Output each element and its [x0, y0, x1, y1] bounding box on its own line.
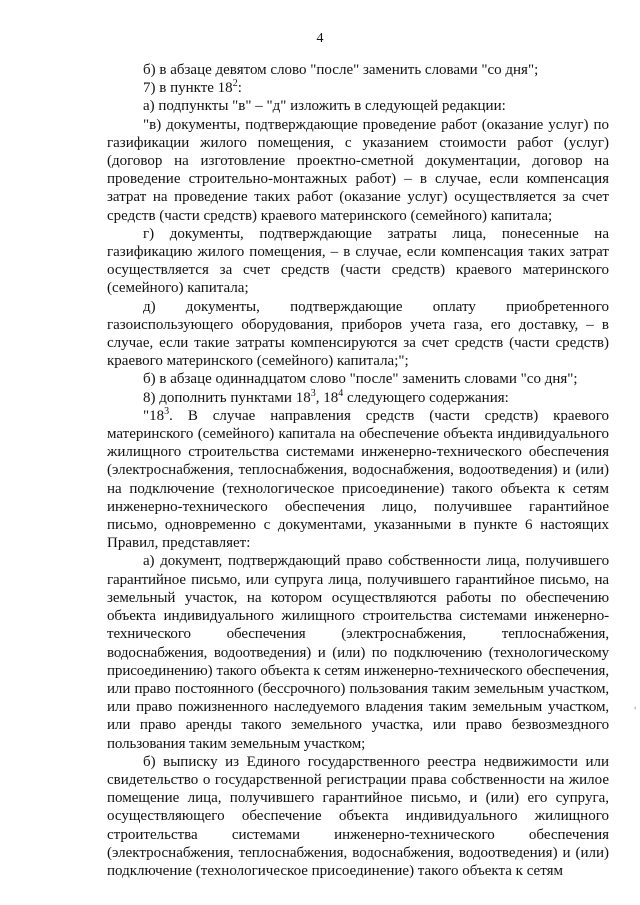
paragraph-text: : — [237, 80, 242, 97]
paragraph-7-punkt-18-2 — [107, 79, 609, 97]
paragraph-18-3 — [107, 407, 609, 553]
paragraph-b-registry-extract — [107, 753, 609, 880]
paragraph-text: . В случае направления средств (части средств) краевого материнского (семейного) капитала на обеспечение объекта индивидуального жилищного строительства системами инженерно-технического обеспечения (электроснабжения, теплоснабжения, водоснабжения, водоотведения) и (или) на подключение (технологическое присоединение) такого объекта к сетям инженерно-технического обеспечения лицо, получившее гарантийное письмо, одновременно с документами, указанными в пункте 6 настоящих Правил, представляет: — [107, 407, 609, 552]
paragraph-text: д) документы, подтверждающие оплату приобретенного газоиспользующего оборудования, приборов учета газа, его доставку, – в случае, если такие затраты компенсируются за счет средств (части средств) краевого материнского (семейного) капитала;"; — [107, 298, 609, 370]
paragraph-text: 7) в пункте 18 — [143, 80, 233, 97]
paragraph-text: "в) документы, подтверждающие проведение работ (оказание услуг) по газификации жилого помещения, с указанием стоимости работ (услуг) (договор на изготовление проектно-сметной документации, договор на проведение строительно-монтажных работ) – в случае, если компенсация затрат на проведение таких работ (оказание услуг) осуществляется за счет средств (части средств) краевого материнского (семейного) капитала; — [107, 116, 609, 224]
superscript: 4 — [338, 387, 344, 399]
paragraph-v-documents-work — [107, 116, 609, 225]
superscript: 2 — [232, 78, 238, 90]
paragraph-a-subpoints — [107, 97, 609, 115]
document-body — [107, 61, 609, 880]
superscript: 3 — [310, 387, 316, 399]
paragraph-text: б) в абзаце девятом слово "после" заменить словами "со дня"; — [143, 62, 539, 78]
paragraph-text: б) в абзаце одиннадцатом слово "после" заменить словами "со дня"; — [143, 371, 578, 388]
page-number: 4 — [316, 31, 324, 46]
scan-margin-mark: ' — [634, 706, 636, 717]
paragraph-8-add-punkts — [107, 389, 609, 407]
paragraph-text: а) документ, подтверждающий право собственности лица, получившего гарантийное письмо, или супруга лица, получившего гарантийное письмо, на земельный участок, на котором осуществляются работы по обеспечению объекта индивидуального жилищного строительства системами инженерно-технического обеспечения (электроснабжения, теплоснабжения, водоснабжения, водоотведения) и (или) по подключению (технологическому присоединению) такого объекта к сетям инженерно-технического обеспечения, или право постоянного (бессрочного) пользования таким земельным участком, или право пожизненного наследуемого владения таким земельным участком, или право аренды такого земельного участка, или право безвозмездного пользования таким земельным участком; — [107, 553, 609, 752]
paragraph-text: следующего содержания: — [343, 389, 509, 406]
paragraph-d-documents-payment — [107, 298, 609, 371]
paragraph-text: а) подпункты "в" – "д" изложить в следующей редакции: — [143, 98, 506, 115]
paragraph-text: , 18 — [315, 389, 339, 406]
paragraph-g-documents-costs — [107, 225, 609, 298]
paragraph-text: б) выписку из Единого государственного реестра недвижимости или свидетельство о государственной регистрации права собственности на жилое помещение лица, получившего гарантийное письмо, и (или) его супруга, осуществляющего обеспечение объекта индивидуального жилищного строительства системами инженерно-технического обеспечения (электроснабжения, теплоснабжения, водоснабжения, водоотведения) и (или) подключение (технологическое присоединение) такого объекта к сетям — [107, 753, 609, 879]
paragraph-b-ninth-abzac — [107, 61, 609, 79]
superscript: 3 — [164, 405, 170, 417]
paragraph-b-eleventh-abzac — [107, 370, 609, 388]
paragraph-text: "18 — [143, 407, 165, 424]
paragraph-text: 8) дополнить пунктами 18 — [143, 389, 311, 406]
paragraph-text: г) документы, подтверждающие затраты лица, понесенные на газификацию жилого помещения, – в случае, если компенсация таких затрат осуществляется за счет средств (части средств) краевого материнского (семейного) капитала; — [107, 225, 609, 297]
paragraph-a-ownership-document — [107, 552, 609, 752]
